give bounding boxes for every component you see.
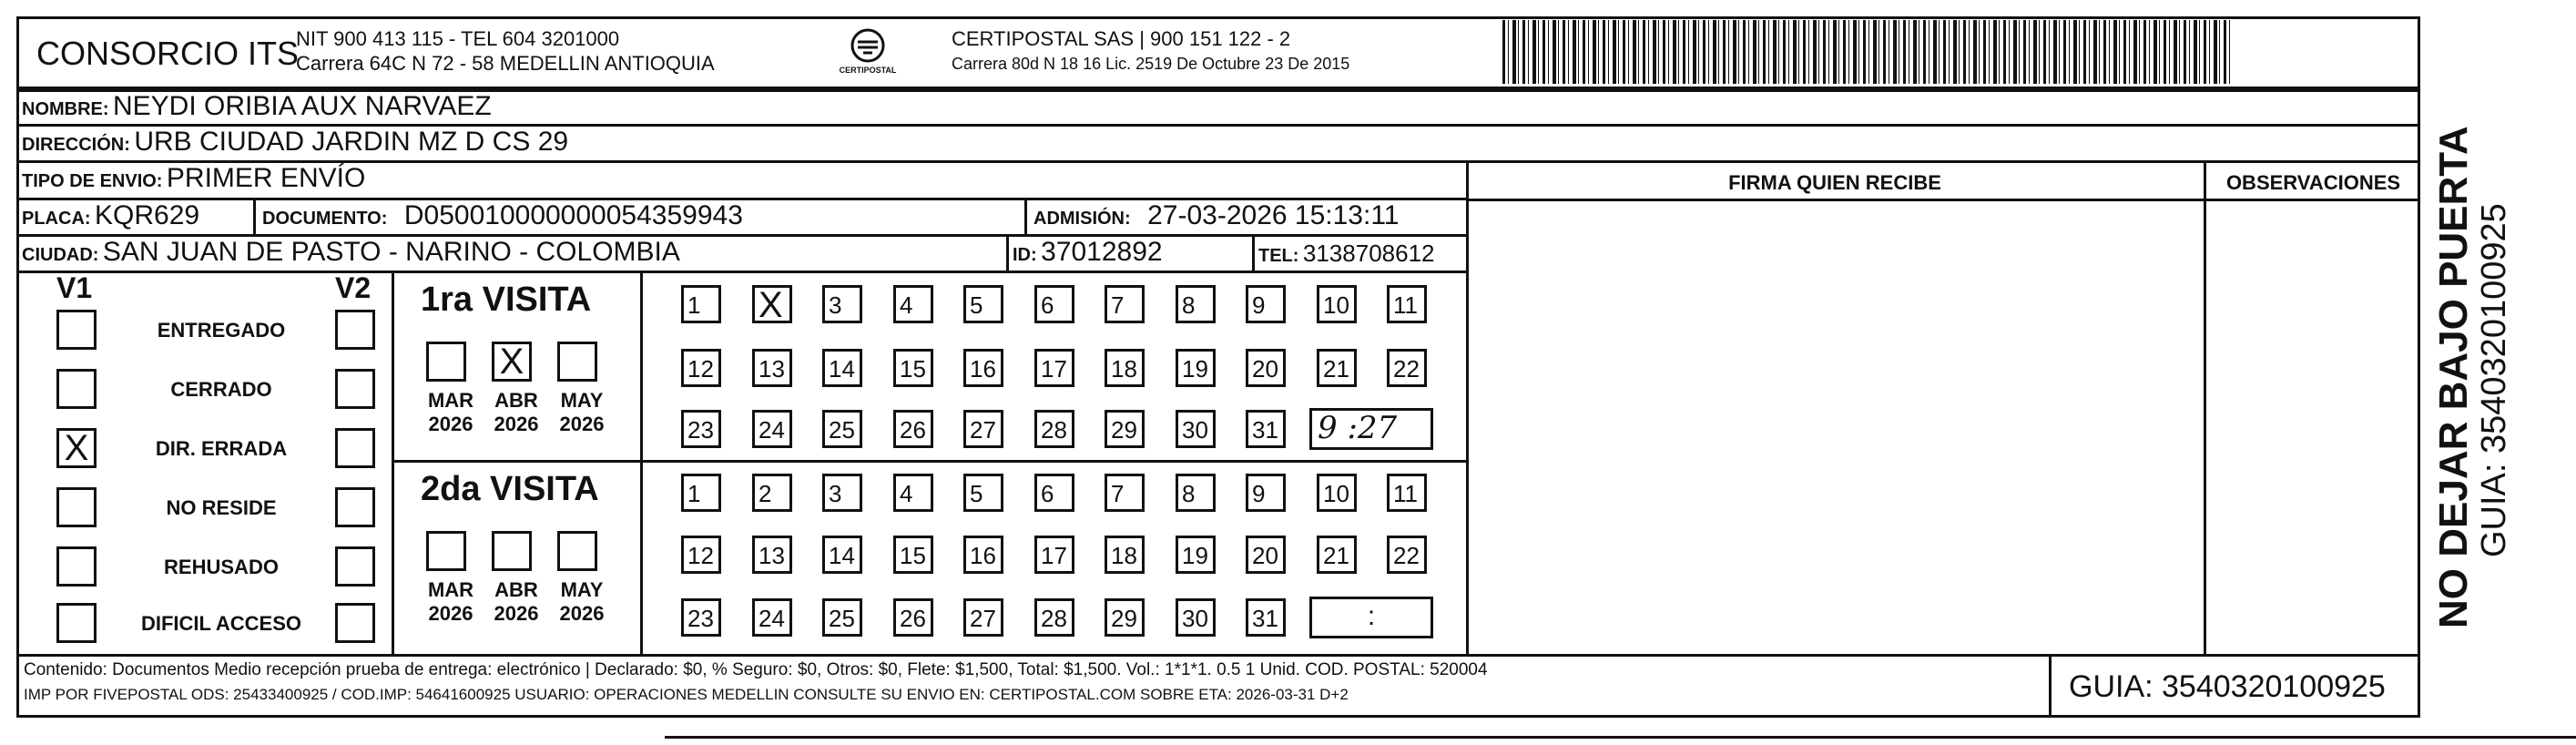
visit1-day-box[interactable] (1246, 349, 1286, 387)
visit1-day-box[interactable] (1317, 349, 1357, 387)
v2-checkbox[interactable] (335, 546, 375, 587)
visit1-day-number: 22 (1393, 355, 1420, 383)
status-label: CERRADO (170, 378, 272, 401)
visit1-day-number: 15 (900, 355, 926, 383)
visit2-month-checkbox[interactable] (557, 531, 597, 571)
visit1-day-number: 29 (1111, 416, 1137, 444)
visit1-day-box[interactable] (1105, 349, 1145, 387)
visit2-day-box[interactable] (1176, 598, 1216, 637)
visit2-day-box[interactable] (1105, 474, 1145, 512)
visit2-day-box[interactable] (1176, 536, 1216, 574)
visit2-day-box[interactable] (1246, 536, 1286, 574)
type-label: TIPO DE ENVIO: (22, 171, 163, 191)
visit1-day-number: 17 (1041, 355, 1067, 383)
visit2-day-number: 30 (1182, 605, 1208, 632)
admission-field (1033, 200, 1399, 231)
visit1-day-box[interactable] (681, 349, 721, 387)
carrier-line2: Carrera 80d N 18 16 Lic. 2519 De Octubre 23 De 2015 (952, 55, 1350, 73)
visit2-day-box[interactable] (1246, 474, 1286, 512)
visit1-day-number: 25 (829, 416, 855, 444)
signature-left-border (1466, 160, 1469, 654)
month-name: MAR (427, 389, 474, 412)
visit2-day-box[interactable] (963, 598, 1003, 637)
visit2-day-box[interactable] (681, 474, 721, 512)
id-label: ID: (1013, 245, 1037, 265)
visit1-day-box[interactable] (1034, 285, 1074, 323)
city-label: CIUDAD: (22, 245, 99, 265)
check-mark: X (759, 285, 783, 325)
visit2-day-number: 28 (1041, 605, 1067, 632)
visit1-day-number: 20 (1252, 355, 1278, 383)
v1-label: V1 (56, 271, 93, 304)
month-name: MAY (560, 389, 604, 412)
status-label: DIR. ERRADA (155, 437, 288, 460)
city-field (22, 237, 680, 268)
visit2-day-box[interactable] (1387, 474, 1427, 512)
observations-label: OBSERVACIONES (2225, 171, 2401, 194)
visit2-day-box[interactable] (681, 598, 721, 637)
visit2-day-number: 18 (1111, 542, 1137, 569)
cell-divider (1252, 234, 1255, 270)
name-value: NEYDI ORIBIA AUX NARVAEZ (113, 91, 492, 121)
plate-field (22, 200, 199, 231)
visit1-day-box[interactable] (681, 410, 721, 448)
visit1-day-box[interactable] (752, 349, 792, 387)
barcode (1502, 20, 2231, 84)
visit1-day-box[interactable] (1176, 285, 1216, 323)
visit1-day-number: 6 (1041, 291, 1054, 319)
status-label: REHUSADO (164, 556, 279, 578)
visit2-title: 2da VISITA (421, 470, 599, 508)
month-year: 2026 (494, 602, 539, 625)
visit1-day-number: 10 (1323, 291, 1349, 319)
visit2-day-number: 10 (1323, 480, 1349, 507)
visit2-time-box[interactable] (1309, 597, 1433, 638)
side-guide: GUIA: 3540320100925 (2475, 203, 2513, 557)
footer-guide: GUIA: 3540320100925 (2069, 669, 2386, 704)
visit2-month-checkbox[interactable] (426, 531, 466, 571)
visit2-day-box[interactable] (752, 474, 792, 512)
visit1-day-number: 12 (687, 355, 714, 383)
visit1-day-box[interactable] (963, 285, 1003, 323)
visit1-day-number: 14 (829, 355, 855, 383)
month-year: 2026 (559, 602, 605, 625)
month-year: 2026 (428, 413, 473, 435)
cell-divider (253, 198, 256, 234)
visit2-day-box[interactable] (1317, 536, 1357, 574)
visit1-day-number: 26 (900, 416, 926, 444)
month-name: MAR (427, 578, 474, 601)
visit2-day-number: 13 (759, 542, 785, 569)
visit2-day-number: 3 (829, 480, 842, 507)
visit2-day-box[interactable] (1176, 474, 1216, 512)
visit2-day-box[interactable] (822, 598, 862, 637)
visit-row-divider (392, 460, 1466, 463)
status-label: DIFICIL ACCESO (140, 612, 301, 635)
visit1-month-label (419, 389, 483, 436)
status-label: NO RESIDE (166, 496, 277, 519)
visit1-day-box[interactable] (1105, 285, 1145, 323)
visit2-day-number: 11 (1393, 480, 1418, 507)
address-row (22, 127, 568, 158)
visit2-day-number: 27 (970, 605, 996, 632)
cell-divider (1006, 234, 1009, 270)
visit1-day-number: 11 (1393, 291, 1418, 319)
check-mark: X (499, 342, 524, 382)
visit2-month-label (550, 578, 614, 626)
visit1-day-box[interactable] (963, 349, 1003, 387)
id-value: 37012892 (1041, 237, 1163, 267)
logo-caption: CERTIPOSTAL (839, 66, 897, 75)
visit1-day-box[interactable] (1387, 349, 1427, 387)
visit1-day-box[interactable] (822, 410, 862, 448)
v2-label: V2 (335, 271, 372, 304)
visit1-month-checkbox[interactable] (492, 342, 532, 382)
visit2-day-number: 16 (970, 542, 996, 569)
visit1-day-box[interactable] (1317, 285, 1357, 323)
visit2-day-number: 20 (1252, 542, 1278, 569)
visit1-month-checkbox[interactable] (426, 342, 466, 382)
visit2-day-number: 1 (687, 480, 701, 507)
visit1-day-number: 9 (1252, 291, 1266, 319)
visit1-day-number: 23 (687, 416, 714, 444)
visit1-month-label (550, 389, 614, 436)
visit2-day-number: 22 (1393, 542, 1420, 569)
company-line1: NIT 900 413 115 - TEL 604 3201000 (296, 27, 620, 50)
visit2-day-box[interactable] (1105, 536, 1145, 574)
visit2-day-box[interactable] (822, 536, 862, 574)
visit2-day-box[interactable] (822, 474, 862, 512)
visit2-day-box[interactable] (893, 536, 933, 574)
certipostal-logo-icon (836, 26, 900, 80)
footer-guide-divider (2049, 654, 2052, 718)
visit2-month-checkbox[interactable] (492, 531, 532, 571)
visit2-day-number: 8 (1182, 480, 1196, 507)
visit2-day-number: 31 (1252, 605, 1278, 632)
visit1-day-box[interactable] (893, 410, 933, 448)
visit2-day-number: 9 (1252, 480, 1266, 507)
visit2-day-box[interactable] (1034, 536, 1074, 574)
document-field (262, 200, 743, 231)
check-mark: X (64, 428, 89, 468)
visit1-day-box[interactable] (752, 285, 792, 323)
visit1-day-number: 19 (1182, 355, 1208, 383)
name-label: NOMBRE: (22, 99, 109, 119)
tel-label: TEL: (1258, 246, 1299, 266)
v1-checkbox[interactable] (56, 487, 97, 527)
visit2-day-number: 17 (1041, 542, 1067, 569)
company-line2: Carrera 64C N 72 - 58 MEDELLIN ANTIOQUIA (296, 52, 715, 75)
v1-checkbox[interactable] (56, 428, 97, 468)
month-name: ABR (494, 389, 538, 412)
document-value: D050010000000054359943 (403, 200, 743, 230)
admission-label: ADMISIÓN: (1033, 209, 1131, 229)
visit2-day-number: 6 (1041, 480, 1054, 507)
footer-line2: IMP POR FIVEPOSTAL ODS: 25433400925 / COD.IMP: 54641600925 USUARIO: OPERACIONES MEDELLIN CONSULTE SU ENVIO EN: CERTIPOSTAL.COM SOBRE ETA: 2026-03-31 D+2 (24, 686, 1349, 703)
v1-checkbox[interactable] (56, 369, 97, 409)
visit1-day-number: 1 (687, 291, 701, 319)
visit2-month-label (419, 578, 483, 626)
type-value: PRIMER ENVÍO (166, 163, 366, 193)
visit2-day-number: 14 (829, 542, 855, 569)
type-row (22, 163, 365, 194)
visit1-day-number: 16 (970, 355, 996, 383)
visit2-day-box[interactable] (1034, 598, 1074, 637)
signature-label: FIRMA QUIEN RECIBE (1728, 171, 1941, 194)
visit1-day-box[interactable] (752, 410, 792, 448)
visit1-day-box[interactable] (1246, 285, 1286, 323)
visit1-day-number: 28 (1041, 416, 1067, 444)
admission-value: 27-03-2026 15:13:11 (1147, 200, 1400, 230)
v1-checkbox[interactable] (56, 603, 97, 643)
visit2-day-number: 5 (970, 480, 983, 507)
visit2-day-box[interactable] (893, 474, 933, 512)
visit2-day-box[interactable] (752, 598, 792, 637)
visit1-day-box[interactable] (1387, 285, 1427, 323)
observations-left-border (2204, 160, 2206, 654)
visit1-month-checkbox[interactable] (557, 342, 597, 382)
bottom-rule (665, 736, 2576, 739)
visit1-day-box[interactable] (893, 285, 933, 323)
visit2-day-box[interactable] (1387, 536, 1427, 574)
visit1-day-number: 5 (970, 291, 983, 319)
visit2-day-number: 2 (759, 480, 772, 507)
name-row (22, 91, 492, 122)
visit1-day-number: 30 (1182, 416, 1208, 444)
visit2-day-number: 26 (900, 605, 926, 632)
v1-checkbox[interactable] (56, 546, 97, 587)
cell-divider (1024, 198, 1027, 234)
visit2-day-box[interactable] (1246, 598, 1286, 637)
visit2-day-box[interactable] (681, 536, 721, 574)
visit2-day-number: 24 (759, 605, 785, 632)
plate-value: KQR629 (95, 200, 200, 230)
v2-checkbox[interactable] (335, 369, 375, 409)
visit2-day-number: 25 (829, 605, 855, 632)
visit1-title: 1ra VISITA (421, 281, 592, 319)
signature-header-line (1466, 199, 2420, 201)
v1-checkbox[interactable] (56, 310, 97, 350)
visit2-day-number: 4 (900, 480, 913, 507)
visit2-day-box[interactable] (1317, 474, 1357, 512)
visit1-day-number: 13 (759, 355, 785, 383)
visit1-day-box[interactable] (822, 349, 862, 387)
visit1-day-number: 8 (1182, 291, 1196, 319)
visit1-day-number: 24 (759, 416, 785, 444)
visit1-day-box[interactable] (1176, 410, 1216, 448)
visit2-time: : (1367, 601, 1376, 631)
visit2-day-number: 12 (687, 542, 714, 569)
visit2-day-box[interactable] (963, 536, 1003, 574)
visit1-time: 9 :27 (1318, 410, 1398, 446)
address-label: DIRECCIÓN: (22, 135, 130, 155)
month-year: 2026 (494, 413, 539, 435)
v2-checkbox[interactable] (335, 603, 375, 643)
visit1-day-number: 27 (970, 416, 996, 444)
plate-label: PLACA: (22, 209, 91, 229)
visit1-day-box[interactable] (1246, 410, 1286, 448)
visit1-time-box[interactable] (1309, 408, 1433, 450)
v2-checkbox[interactable] (335, 487, 375, 527)
footer-line1: Contenido: Documentos Medio recepción prueba de entrega: electrónico | Declarado: $0, % Seguro: $0, Otros: $0, Flete: $1,500, Total: $1,500. Vol.: 1*1*1. 0.5 1 Unid. COD. POSTAL: 520004 (24, 660, 1488, 679)
visit1-day-number: 18 (1111, 355, 1137, 383)
v2-checkbox[interactable] (335, 428, 375, 468)
visit1-day-box[interactable] (1176, 349, 1216, 387)
visit1-day-number: 21 (1323, 355, 1349, 383)
visit2-day-box[interactable] (752, 536, 792, 574)
visit2-day-number: 29 (1111, 605, 1137, 632)
visit2-day-number: 23 (687, 605, 714, 632)
visit1-month-label (484, 389, 548, 436)
visit1-day-box[interactable] (822, 285, 862, 323)
visit2-month-label (484, 578, 548, 626)
side-warning: NO DEJAR BAJO PUERTA (2431, 126, 2476, 628)
visit1-day-box[interactable] (1034, 410, 1074, 448)
carrier-line1: CERTIPOSTAL SAS | 900 151 122 - 2 (952, 27, 1291, 50)
month-year: 2026 (559, 413, 605, 435)
footer-divider (16, 654, 2420, 657)
city-value: SAN JUAN DE PASTO - NARINO - COLOMBIA (102, 237, 680, 267)
visit2-day-number: 7 (1111, 480, 1125, 507)
visit1-day-number: 4 (900, 291, 913, 319)
visit1-day-number: 31 (1252, 416, 1278, 444)
company-name: CONSORCIO ITS (36, 35, 300, 72)
tel-value: 3138708612 (1302, 240, 1435, 267)
visit1-day-number: 7 (1111, 291, 1125, 319)
status-label: ENTREGADO (157, 319, 286, 342)
visit1-day-box[interactable] (1034, 349, 1074, 387)
visit1-day-box[interactable] (963, 410, 1003, 448)
v2-checkbox[interactable] (335, 310, 375, 350)
visit2-day-number: 19 (1182, 542, 1208, 569)
address-value: URB CIUDAD JARDIN MZ D CS 29 (134, 127, 569, 157)
month-name: ABR (494, 578, 538, 601)
visit2-day-box[interactable] (893, 598, 933, 637)
tel-field (1258, 240, 1435, 268)
month-name: MAY (560, 578, 604, 601)
visit1-day-number: 3 (829, 291, 842, 319)
visit2-day-box[interactable] (1105, 598, 1145, 637)
row-divider (16, 160, 2420, 163)
visit1-day-box[interactable] (681, 285, 721, 323)
visit1-day-box[interactable] (893, 349, 933, 387)
id-field (1013, 237, 1163, 268)
visit2-day-box[interactable] (1034, 474, 1074, 512)
visit2-day-number: 21 (1323, 542, 1349, 569)
visit2-day-box[interactable] (963, 474, 1003, 512)
document-label: DOCUMENTO: (262, 209, 388, 229)
month-year: 2026 (428, 602, 473, 625)
row-divider (16, 270, 1466, 273)
visit1-day-box[interactable] (1105, 410, 1145, 448)
visit2-day-number: 15 (900, 542, 926, 569)
